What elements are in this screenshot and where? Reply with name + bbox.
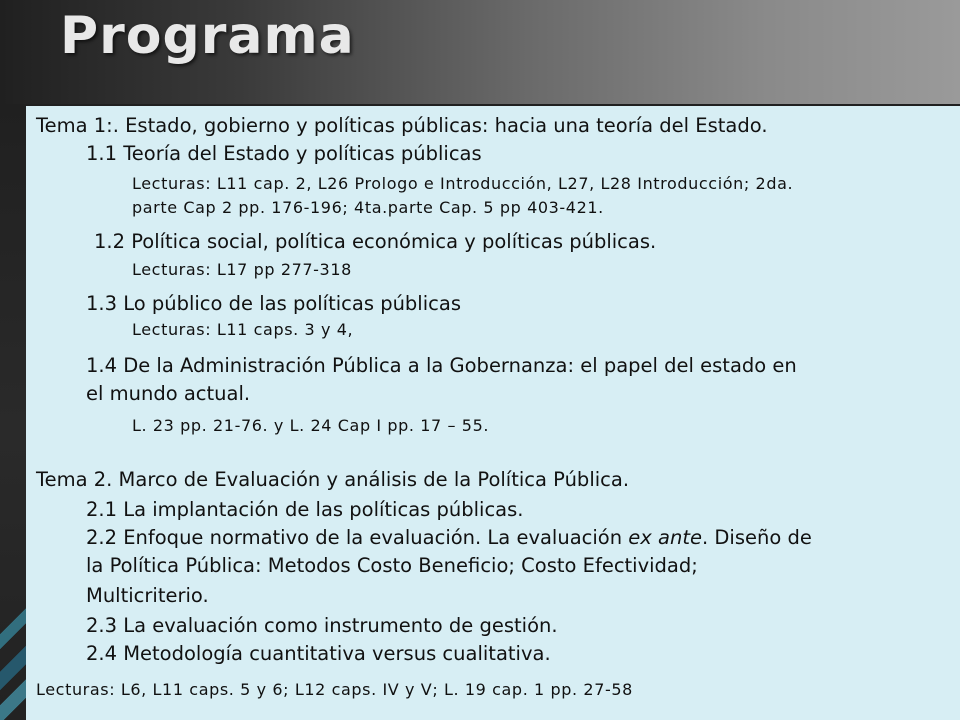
tema2-s2-em: ex ante <box>628 526 702 549</box>
tema1-s2-readings: Lecturas: L17 pp 277-318 <box>132 260 352 279</box>
tema1-s1-heading: 1.1 Teoría del Estado y políticas públicas <box>86 142 482 165</box>
tema2-s2-pre: 2.2 Enfoque normativo de la evaluación. La evaluación <box>86 526 629 549</box>
tema2-s1: 2.1 La implantación de las políticas públicas. <box>86 498 524 521</box>
tema2-readings: Lecturas: L6, L11 caps. 5 y 6; L12 caps. IV y V; L. 19 cap. 1 pp. 27-58 <box>36 680 633 699</box>
tema2-s2-line1 <box>86 526 812 549</box>
tema2-s2-line3: Multicriterio. <box>86 584 209 607</box>
tema1-s3-readings: Lecturas: L11 caps. 3 y 4, <box>132 320 354 339</box>
tema2-s3: 2.3 La evaluación como instrumento de gestión. <box>86 614 558 637</box>
tema2-s2-post: . Diseño de <box>701 526 812 549</box>
tema2-s4: 2.4 Metodología cuantitativa versus cualitativa. <box>86 642 551 665</box>
tema1-s4-heading-1: 1.4 De la Administración Pública a la Gobernanza: el papel del estado en <box>86 354 797 377</box>
tema1-s2-heading: 1.2 Política social, política económica y políticas públicas. <box>94 230 657 253</box>
slide-title: Programa <box>60 6 355 66</box>
tema1-s4-readings: L. 23 pp. 21-76. y L. 24 Cap I pp. 17 – 55. <box>132 416 490 435</box>
decorative-stripes <box>0 560 26 720</box>
content-box <box>26 106 960 720</box>
tema1-s1-readings-1: Lecturas: L11 cap. 2, L26 Prologo e Introducción, L27, L28 Introducción; 2da. <box>132 174 794 193</box>
tema1-heading: Tema 1:. Estado, gobierno y políticas públicas: hacia una teoría del Estado. <box>36 114 768 137</box>
tema1-s3-heading: 1.3 Lo público de las políticas públicas <box>86 292 461 315</box>
tema1-s1-readings-2: parte Cap 2 pp. 176-196; 4ta.parte Cap. 5 pp 403-421. <box>132 198 604 217</box>
tema2-s2-line2: la Política Pública: Metodos Costo Beneficio; Costo Efectividad; <box>86 554 698 577</box>
tema2-heading: Tema 2. Marco de Evaluación y análisis de la Política Pública. <box>36 468 630 491</box>
tema1-s4-heading-2: el mundo actual. <box>86 382 251 405</box>
